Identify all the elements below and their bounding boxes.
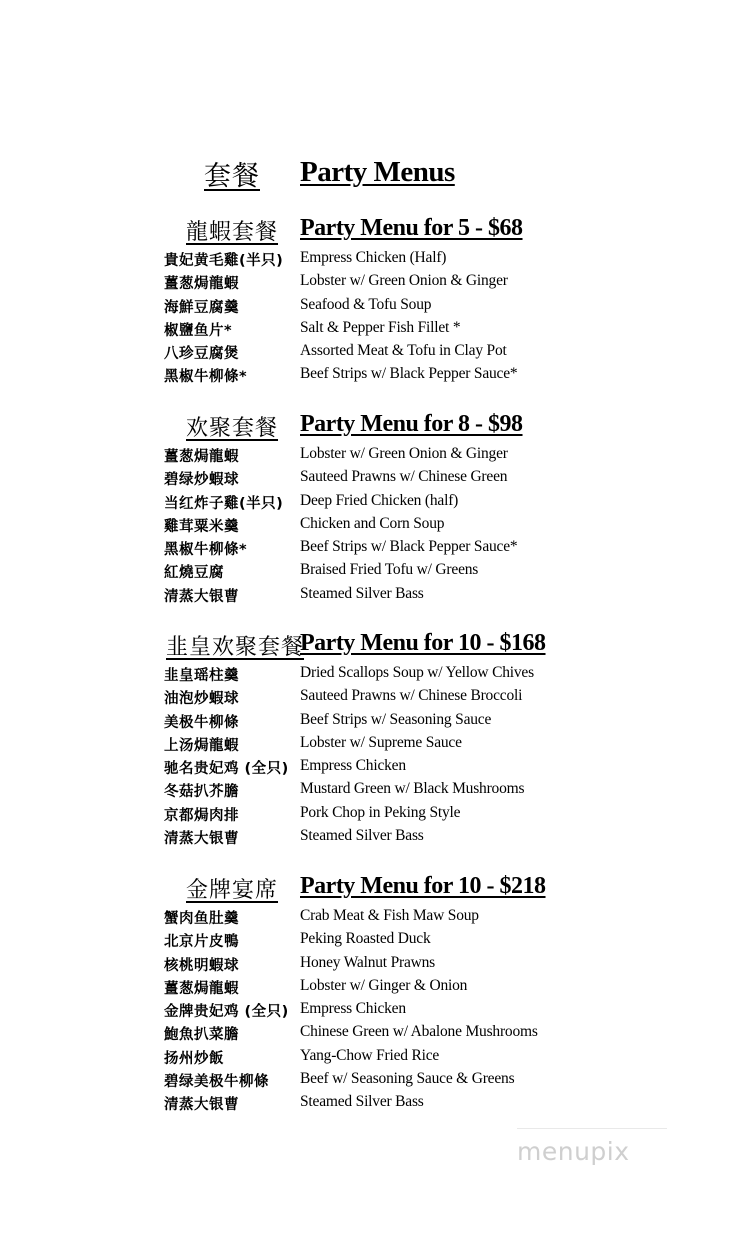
menu-item xyxy=(0,249,750,272)
item-chinese-name: 八珍豆腐煲 xyxy=(164,346,239,363)
section-chinese-title: 韭皇欢聚套餐 xyxy=(166,635,305,660)
menu-item xyxy=(0,827,750,850)
item-english-name: Salt & Pepper Fish Fillet * xyxy=(300,318,461,336)
menu-item-list xyxy=(0,445,750,608)
menu-item xyxy=(0,319,750,342)
item-english-name: Assorted Meat & Tofu in Clay Pot xyxy=(300,342,507,360)
section-header xyxy=(0,630,750,664)
item-chinese-name: 蟹肉鱼肚羹 xyxy=(164,911,239,927)
item-english-name: Empress Chicken xyxy=(300,757,406,775)
item-chinese-name: 黑椒牛柳條* xyxy=(164,369,248,386)
item-chinese-name: 椒鹽鱼片* xyxy=(164,322,233,339)
section-header xyxy=(0,411,750,445)
menu-item xyxy=(0,907,750,930)
item-english-name: Lobster w/ Ginger & Onion xyxy=(300,976,468,994)
item-english-name: Yang-Chow Fried Rice xyxy=(300,1046,440,1064)
menu-item xyxy=(0,930,750,953)
item-chinese-name: 碧绿美极牛柳條 xyxy=(164,1074,269,1091)
item-chinese-name: 黑椒牛柳條* xyxy=(164,542,248,559)
item-chinese-name: 紅燒豆腐 xyxy=(164,565,224,582)
item-english-name: Beef Strips w/ Black Pepper Sauce* xyxy=(300,538,518,556)
page-header xyxy=(0,152,750,192)
menu-item xyxy=(0,1093,750,1116)
item-english-name: Peking Roasted Duck xyxy=(300,930,431,948)
watermark-text: menupix xyxy=(517,1137,630,1166)
item-english-name: Chicken and Corn Soup xyxy=(300,514,445,532)
item-english-name: Beef Strips w/ Black Pepper Sauce* xyxy=(300,365,518,383)
item-chinese-name: 清蒸大银曹 xyxy=(164,1097,239,1114)
item-chinese-name: 京都焗肉排 xyxy=(164,807,239,824)
section-chinese-title: 龍蝦套餐 xyxy=(186,220,279,245)
item-chinese-name: 北京片皮鴨 xyxy=(164,934,239,951)
menu-item xyxy=(0,342,750,365)
party-menu-section xyxy=(0,411,750,608)
menu-item-list xyxy=(0,907,750,1117)
item-chinese-name: 貴妃黄毛雞(半只) xyxy=(164,253,284,269)
item-english-name: Sauteed Prawns w/ Chinese Green xyxy=(300,468,508,486)
item-english-name: Steamed Silver Bass xyxy=(300,1093,424,1111)
item-chinese-name: 清蒸大银曹 xyxy=(164,588,239,605)
menu-item xyxy=(0,515,750,538)
party-menu-section xyxy=(0,873,750,1117)
item-english-name: Empress Chicken (Half) xyxy=(300,249,447,266)
item-chinese-name: 扬州炒飯 xyxy=(164,1050,224,1067)
menu-item xyxy=(0,711,750,734)
party-menu-section xyxy=(0,630,750,850)
item-chinese-name: 雞茸粟米羹 xyxy=(164,518,239,535)
item-chinese-name: 驰名贵妃鸡 (全只) xyxy=(164,761,289,778)
header-chinese-title: 套餐 xyxy=(204,161,260,192)
menu-item xyxy=(0,954,750,977)
menu-item xyxy=(0,687,750,710)
item-chinese-name: 薑葱焗龍蝦 xyxy=(164,449,239,465)
item-english-name: Lobster w/ Supreme Sauce xyxy=(300,733,462,751)
menu-item xyxy=(0,757,750,780)
menu-item xyxy=(0,780,750,803)
item-english-name: Lobster w/ Green Onion & Ginger xyxy=(300,272,508,290)
menu-item xyxy=(0,445,750,468)
menu-item xyxy=(0,296,750,319)
menu-item xyxy=(0,1023,750,1046)
item-chinese-name: 冬菇扒芥膽 xyxy=(164,784,239,801)
item-chinese-name: 核桃明蝦球 xyxy=(164,957,239,974)
menu-item xyxy=(0,561,750,584)
item-english-name: Beef w/ Seasoning Sauce & Greens xyxy=(300,1070,515,1088)
item-chinese-name: 薑葱焗龍蝦 xyxy=(164,980,239,997)
menu-item xyxy=(0,1000,750,1023)
item-chinese-name: 韭皇瑶柱羹 xyxy=(164,668,239,684)
item-english-name: Seafood & Tofu Soup xyxy=(300,295,432,313)
item-english-name: Beef Strips w/ Seasoning Sauce xyxy=(300,710,492,728)
section-header xyxy=(0,215,750,249)
menu-item-list xyxy=(0,664,750,850)
menu-item xyxy=(0,272,750,295)
item-chinese-name: 薑葱焗龍蝦 xyxy=(164,276,239,293)
item-english-name: Braised Fried Tofu w/ Greens xyxy=(300,561,479,579)
item-chinese-name: 美极牛柳條 xyxy=(164,714,239,731)
party-menu-section xyxy=(0,215,750,389)
menu-item xyxy=(0,468,750,491)
item-chinese-name: 油泡炒蝦球 xyxy=(164,691,239,708)
menu-item xyxy=(0,492,750,515)
item-english-name: Steamed Silver Bass xyxy=(300,827,424,845)
section-english-title: Party Menu for 10 - $218 xyxy=(300,873,546,899)
item-english-name: Steamed Silver Bass xyxy=(300,584,424,602)
item-english-name: Lobster w/ Green Onion & Ginger xyxy=(300,445,508,462)
header-english-title: Party Menus xyxy=(300,156,455,188)
menu-item xyxy=(0,365,750,388)
item-chinese-name: 海鮮豆腐羹 xyxy=(164,299,239,316)
menu-item xyxy=(0,804,750,827)
item-english-name: Crab Meat & Fish Maw Soup xyxy=(300,907,479,924)
item-chinese-name: 清蒸大银曹 xyxy=(164,831,239,848)
item-chinese-name: 金牌贵妃鸡 (全只) xyxy=(164,1004,289,1021)
item-chinese-name: 碧绿炒蝦球 xyxy=(164,472,239,489)
item-english-name: Dried Scallops Soup w/ Yellow Chives xyxy=(300,664,534,681)
menu-item xyxy=(0,734,750,757)
menu-item xyxy=(0,977,750,1000)
item-english-name: Deep Fried Chicken (half) xyxy=(300,491,459,509)
item-english-name: Mustard Green w/ Black Mushrooms xyxy=(300,780,525,798)
menu-item xyxy=(0,1070,750,1093)
item-chinese-name: 当红炸子雞(半只) xyxy=(164,495,284,512)
item-chinese-name: 上汤焗龍蝦 xyxy=(164,737,239,754)
item-english-name: Honey Walnut Prawns xyxy=(300,953,436,971)
item-english-name: Empress Chicken xyxy=(300,1000,406,1018)
menu-item xyxy=(0,538,750,561)
menu-item xyxy=(0,585,750,608)
section-english-title: Party Menu for 8 - $98 xyxy=(300,411,523,437)
section-english-title: Party Menu for 10 - $168 xyxy=(300,630,546,656)
menupix-watermark xyxy=(517,1128,667,1177)
section-chinese-title: 金牌宴席 xyxy=(186,878,279,903)
section-english-title: Party Menu for 5 - $68 xyxy=(300,215,523,241)
menu-item-list xyxy=(0,249,750,389)
menu-item xyxy=(0,1047,750,1070)
item-english-name: Sauteed Prawns w/ Chinese Broccoli xyxy=(300,687,523,705)
item-english-name: Chinese Green w/ Abalone Mushrooms xyxy=(300,1023,538,1041)
item-english-name: Pork Chop in Peking Style xyxy=(300,803,461,821)
item-chinese-name: 鮑魚扒菜膽 xyxy=(164,1027,239,1044)
menu-item xyxy=(0,664,750,687)
section-header xyxy=(0,873,750,907)
section-chinese-title: 欢聚套餐 xyxy=(186,416,279,441)
